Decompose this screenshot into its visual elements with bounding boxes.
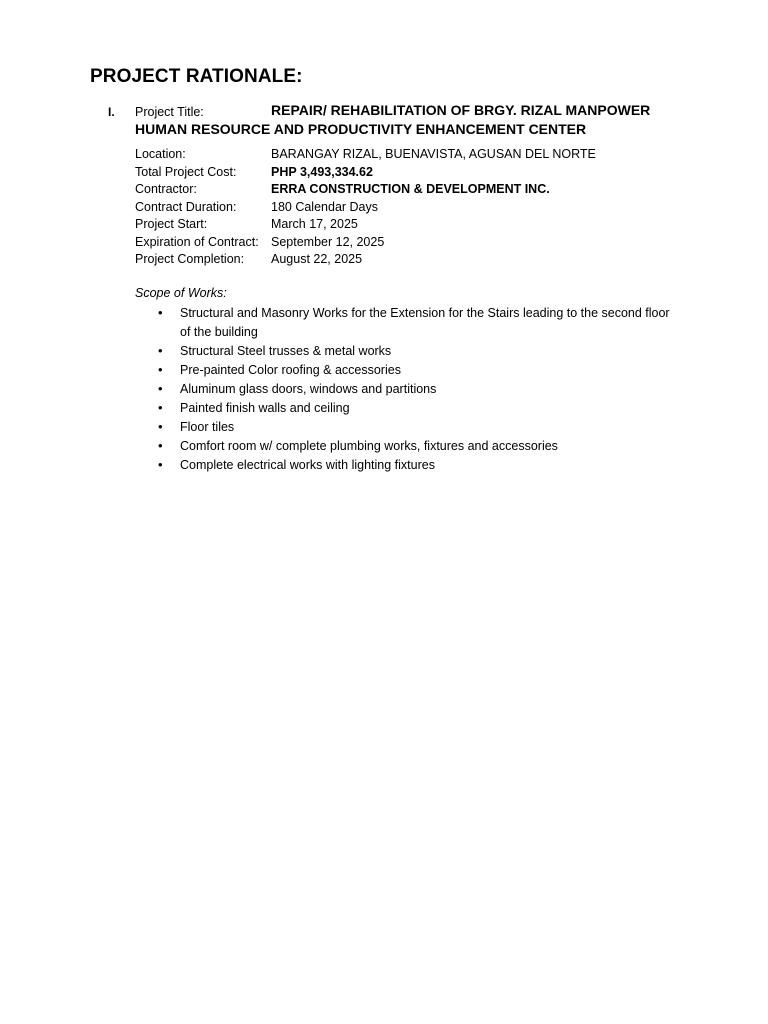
detail-label: Location:	[135, 147, 186, 161]
detail-row-location	[135, 146, 596, 164]
project-title-label: Project Title:	[135, 105, 204, 119]
section-number: I.	[108, 105, 115, 119]
list-item-text: Painted finish walls and ceiling	[180, 400, 350, 415]
list-item-text: Complete electrical works with lighting fixtures	[180, 457, 435, 472]
detail-row-completion	[135, 251, 596, 269]
detail-row-total-cost	[135, 164, 596, 182]
detail-row-start	[135, 216, 596, 234]
list-item	[150, 456, 670, 475]
bullet-icon: •	[158, 305, 163, 320]
detail-value: 180 Calendar Days	[271, 199, 379, 214]
list-item	[150, 304, 670, 341]
list-item-text: Structural Steel trusses & metal works	[180, 343, 392, 358]
project-title-value: REPAIR/ REHABILITATION OF BRGY. RIZAL MANPOWER HUMAN RESOURCE AND PRODUCTIVITY ENHANCEMENT CENTER	[135, 102, 651, 137]
list-item-text: Comfort room w/ complete plumbing works, fixtures and accessories	[180, 438, 558, 453]
detail-label: Total Project Cost:	[135, 164, 237, 179]
detail-value: March 17, 2025	[271, 217, 358, 231]
list-item-text: Pre-painted Color roofing & accessories	[180, 362, 401, 377]
detail-value: PHP 3,493,334.62	[271, 164, 373, 179]
project-details-table	[135, 146, 596, 269]
detail-value: September 12, 2025	[271, 234, 385, 249]
detail-row-expiration	[135, 234, 596, 252]
detail-label: Project Start:	[135, 217, 208, 231]
detail-label: Contract Duration:	[135, 199, 237, 214]
page-heading: PROJECT RATIONALE:	[90, 66, 303, 87]
bullet-icon: •	[158, 361, 163, 377]
list-item-text: Structural and Masonry Works for the Extension for the Stairs leading to the second floor of the building	[180, 306, 670, 339]
detail-row-duration	[135, 199, 596, 217]
bullet-icon: •	[158, 437, 163, 453]
detail-label: Expiration of Contract:	[135, 234, 259, 249]
bullet-icon: •	[158, 342, 163, 358]
detail-row-contractor	[135, 181, 596, 199]
scope-of-works-list	[150, 304, 670, 475]
list-item	[150, 342, 670, 361]
list-item-text: Aluminum glass doors, windows and partitions	[180, 381, 437, 396]
detail-value: August 22, 2025	[271, 252, 363, 266]
detail-value: ERRA CONSTRUCTION & DEVELOPMENT INC.	[271, 182, 550, 196]
list-item	[150, 418, 670, 437]
list-item	[150, 380, 670, 399]
list-item	[150, 437, 670, 456]
bullet-icon: •	[158, 418, 163, 434]
bullet-icon: •	[158, 380, 163, 396]
list-item	[150, 361, 670, 380]
list-item	[150, 399, 670, 418]
scope-of-works-title: Scope of Works:	[135, 286, 227, 300]
bullet-icon: •	[158, 399, 163, 415]
detail-value: BARANGAY RIZAL, BUENAVISTA, AGUSAN DEL NORTE	[271, 147, 596, 161]
bullet-icon: •	[158, 456, 163, 472]
detail-label: Project Completion:	[135, 252, 245, 266]
list-item-text: Floor tiles	[180, 419, 235, 434]
detail-label: Contractor:	[135, 182, 197, 196]
